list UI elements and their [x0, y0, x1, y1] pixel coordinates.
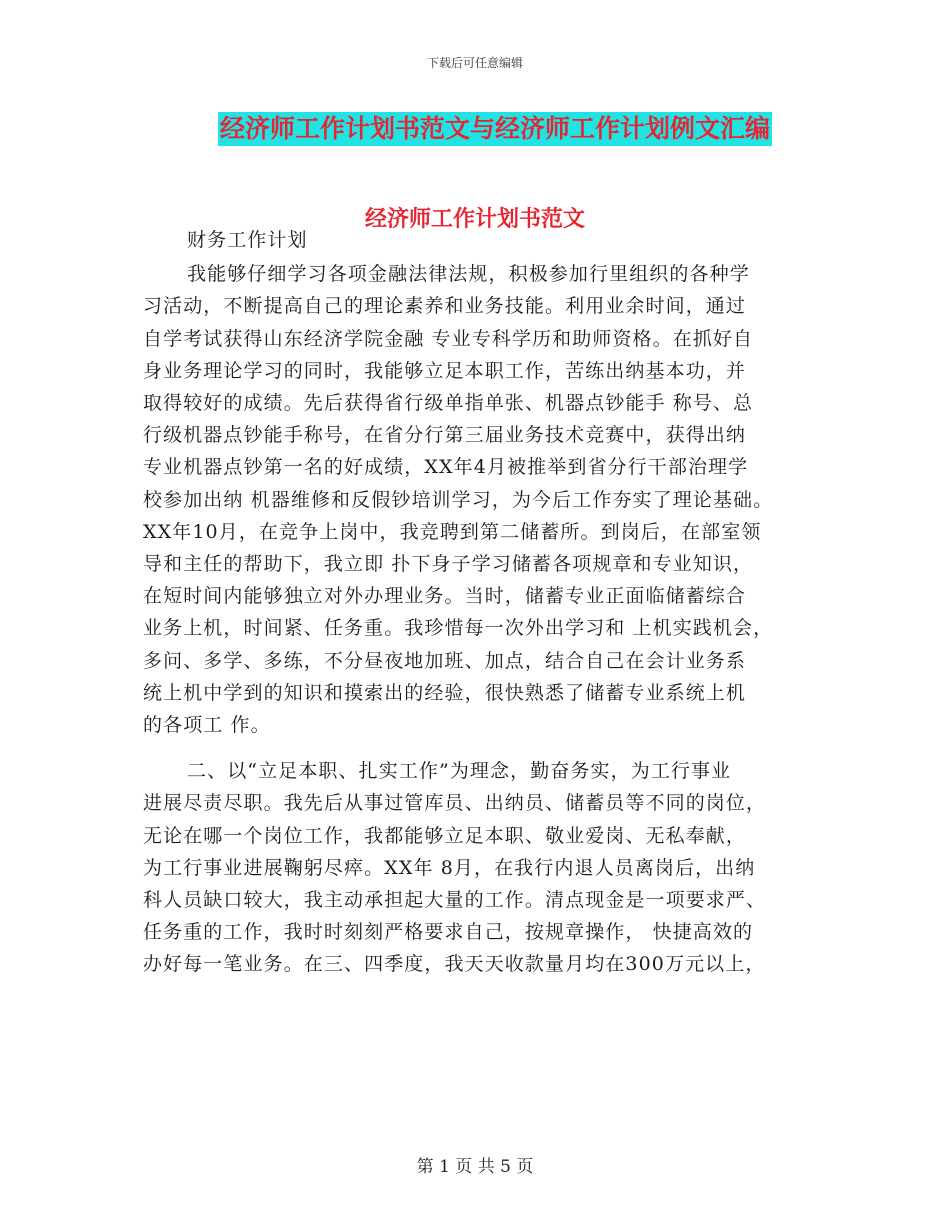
text-line: 进展尽责尽职。我先后从事过管库员、出纳员、储蓄员等不同的岗位，	[143, 792, 767, 815]
text-line: XX年10月，在竞争上岗中，我竞聘到第二储蓄所。到岗后，在部室领	[143, 520, 762, 543]
text-line: 任务重的工作，我时时刻刻严格要求自己，按规章操作， 快捷高效的	[143, 921, 754, 944]
text-line: 校参加出纳 机器维修和反假钞培训学习，为今后工作夯实了理论基础。	[143, 488, 774, 511]
paragraph	[143, 755, 811, 980]
text-line: 行级机器点钞能手称号，在省分行第三届业务技术竞赛中，获得出纳	[143, 424, 747, 447]
header-note: 下载后可任意编辑	[426, 56, 523, 70]
text-line: 办好每一笔业务。在三、四季度，我天天收款量月均在300万元以上，	[143, 953, 766, 976]
paragraph	[143, 258, 811, 741]
text-line: 在短时间内能够独立对外办理业务。当时，储蓄专业正面临储蓄综合	[143, 585, 747, 608]
text-line: 取得较好的成绩。先后获得省行级单指单张、机器点钞能手 称号、总	[143, 392, 754, 415]
text-line: 自学考试获得山东经济学院金融 专业专科学历和助师资格。在抓好自	[143, 327, 754, 350]
text-line: 的各项工 作。	[143, 714, 271, 737]
text-line: 无论在哪一个岗位工作，我都能够立足本职、敬业爱岗、无私奉献，	[143, 824, 747, 847]
main-title-container	[0, 112, 950, 146]
text-line: 导和主任的帮助下，我立即 扑下身子学习储蓄各项规章和专业知识，	[143, 553, 754, 576]
section-title: 经济师工作计划书范文	[364, 206, 585, 232]
text-line: 统上机中学到的知识和摸索出的经验，很快熟悉了储蓄专业系统上机	[143, 681, 747, 704]
document-body	[143, 222, 811, 981]
paragraph-heading	[143, 224, 811, 256]
text-line: 身业务理论学习的同时，我能够立足本职工作，苦练出纳基本功，并	[143, 359, 747, 382]
text-line: 业务上机，时间紧、任务重。我珍惜每一次外出学习和 上机实践机会，	[143, 617, 774, 640]
text-line: 科人员缺口较大，我主动承担起大量的工作。清点现金是一项要求严、	[143, 889, 767, 912]
text-line: 为工行事业进展鞠躬尽瘁。XX年 8月，在我行内退人员离岗后，出纳	[143, 856, 756, 879]
text-line: 多问、多学、多练，不分昼夜地加班、加点，结合自己在会计业务系	[143, 649, 747, 672]
text-line: 财务工作计划	[187, 229, 308, 251]
page-footer: 第 1 页 共 5 页	[416, 1157, 534, 1177]
main-title: 经济师工作计划书范文与经济师工作计划例文汇编	[218, 112, 772, 146]
text-line: 专业机器点钞第一名的好成绩，XX年4月被推举到省分行干部治理学	[143, 456, 749, 479]
text-line: 我能够仔细学习各项金融法律法规，积极参加行里组织的各种学	[187, 263, 750, 286]
text-line: 习活动，不断提高自己的理论素养和业务技能。利用业余时间，通过	[143, 295, 747, 318]
text-line: 二、以“立足本职、扎实工作”为理念，勤奋务实，为工行事业	[187, 760, 732, 783]
